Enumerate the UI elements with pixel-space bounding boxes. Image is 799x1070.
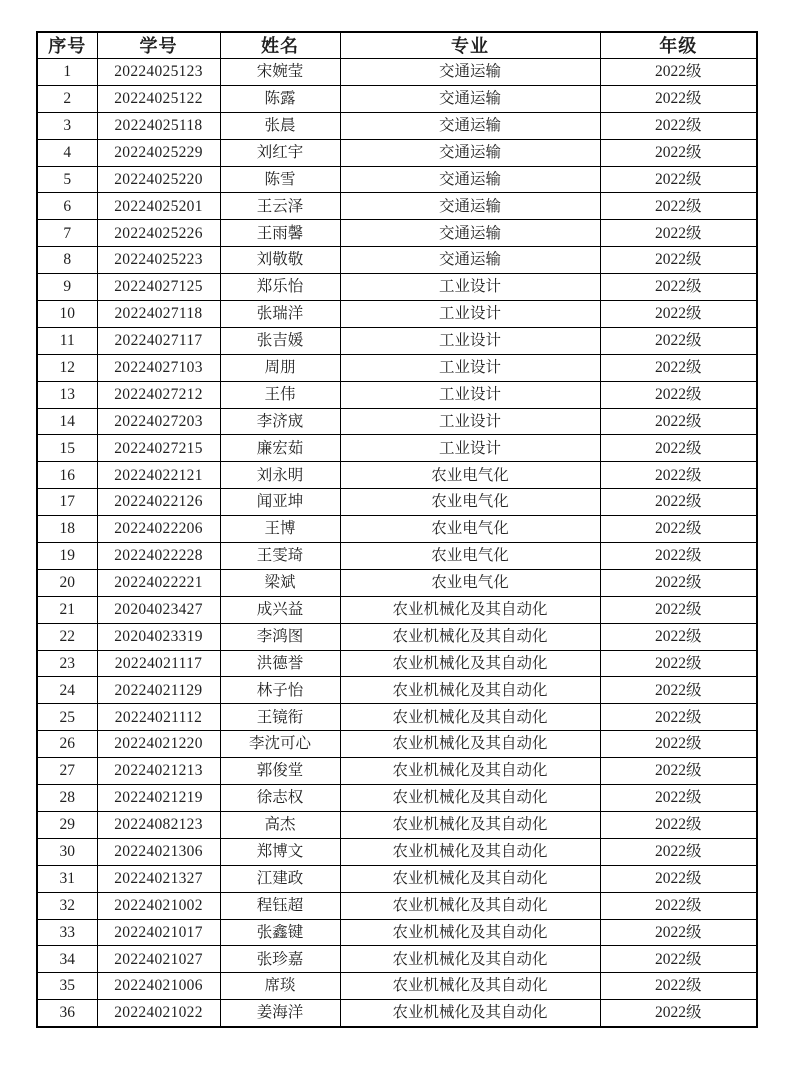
cell-student-id: 20224025226 [97,220,220,247]
cell-grade: 2022级 [600,946,757,973]
cell-grade: 2022级 [600,758,757,785]
cell-grade: 2022级 [600,516,757,543]
table-row [37,1000,757,1027]
table-row [37,354,757,381]
cell-grade: 2022级 [600,435,757,462]
cell-name: 王云泽 [220,193,340,220]
cell-major: 农业电气化 [340,516,600,543]
table-row [37,489,757,516]
cell-student-id: 20224025118 [97,112,220,139]
cell-student-id: 20224021213 [97,758,220,785]
cell-index: 33 [37,919,97,946]
table-row [37,139,757,166]
cell-major: 工业设计 [340,274,600,301]
cell-name: 席琰 [220,973,340,1000]
cell-grade: 2022级 [600,785,757,812]
cell-index: 6 [37,193,97,220]
cell-student-id: 20224027125 [97,274,220,301]
cell-student-id: 20224025220 [97,166,220,193]
cell-name: 王伟 [220,381,340,408]
cell-student-id: 20224022121 [97,462,220,489]
cell-grade: 2022级 [600,220,757,247]
cell-name: 陈雪 [220,166,340,193]
cell-major: 农业机械化及其自动化 [340,892,600,919]
cell-index: 5 [37,166,97,193]
cell-index: 23 [37,650,97,677]
table-row [37,166,757,193]
cell-major: 农业机械化及其自动化 [340,838,600,865]
cell-name: 张瑞洋 [220,301,340,328]
table-row [37,220,757,247]
cell-student-id: 20224021002 [97,892,220,919]
cell-student-id: 20224025123 [97,59,220,86]
cell-name: 张吉媛 [220,327,340,354]
cell-index: 22 [37,623,97,650]
cell-grade: 2022级 [600,623,757,650]
cell-student-id: 20224021117 [97,650,220,677]
cell-name: 王博 [220,516,340,543]
cell-student-id: 20224027215 [97,435,220,462]
table-row [37,758,757,785]
cell-grade: 2022级 [600,301,757,328]
cell-grade: 2022级 [600,596,757,623]
cell-grade: 2022级 [600,811,757,838]
table-row [37,650,757,677]
cell-name: 刘永明 [220,462,340,489]
cell-major: 农业机械化及其自动化 [340,1000,600,1027]
cell-major: 工业设计 [340,435,600,462]
cell-major: 工业设计 [340,354,600,381]
cell-name: 郑博文 [220,838,340,865]
table-row [37,247,757,274]
table-row [37,193,757,220]
cell-student-id: 20224021027 [97,946,220,973]
cell-index: 16 [37,462,97,489]
cell-name: 郑乐怡 [220,274,340,301]
cell-index: 30 [37,838,97,865]
cell-grade: 2022级 [600,381,757,408]
cell-major: 农业机械化及其自动化 [340,919,600,946]
cell-major: 农业电气化 [340,543,600,570]
table-row [37,85,757,112]
table-body [37,59,757,1028]
table-row [37,623,757,650]
cell-student-id: 20224022126 [97,489,220,516]
column-header-student-id: 学号 [97,32,220,59]
table-row [37,946,757,973]
table-row [37,112,757,139]
student-roster-table [36,31,758,1028]
cell-index: 9 [37,274,97,301]
table-row [37,327,757,354]
cell-index: 35 [37,973,97,1000]
cell-major: 农业机械化及其自动化 [340,811,600,838]
table-row [37,569,757,596]
cell-index: 3 [37,112,97,139]
cell-grade: 2022级 [600,731,757,758]
cell-major: 农业电气化 [340,569,600,596]
cell-name: 梁斌 [220,569,340,596]
cell-index: 10 [37,301,97,328]
cell-index: 2 [37,85,97,112]
cell-student-id: 20224027203 [97,408,220,435]
cell-student-id: 20224021022 [97,1000,220,1027]
cell-name: 刘红宇 [220,139,340,166]
cell-grade: 2022级 [600,462,757,489]
cell-student-id: 20204023427 [97,596,220,623]
cell-grade: 2022级 [600,139,757,166]
cell-index: 11 [37,327,97,354]
column-header-major: 专业 [340,32,600,59]
cell-grade: 2022级 [600,489,757,516]
cell-index: 12 [37,354,97,381]
header-row [37,32,757,59]
cell-student-id: 20224025122 [97,85,220,112]
table-row [37,892,757,919]
cell-grade: 2022级 [600,193,757,220]
cell-student-id: 20224025223 [97,247,220,274]
cell-student-id: 20204023319 [97,623,220,650]
cell-index: 18 [37,516,97,543]
cell-name: 刘敬敬 [220,247,340,274]
table-row [37,408,757,435]
cell-major: 交通运输 [340,220,600,247]
cell-grade: 2022级 [600,838,757,865]
cell-name: 郭俊堂 [220,758,340,785]
cell-major: 农业机械化及其自动化 [340,785,600,812]
cell-major: 农业机械化及其自动化 [340,731,600,758]
cell-student-id: 20224025229 [97,139,220,166]
cell-index: 14 [37,408,97,435]
table-row [37,543,757,570]
table-header [37,32,757,59]
cell-student-id: 20224027118 [97,301,220,328]
cell-index: 21 [37,596,97,623]
cell-major: 交通运输 [340,166,600,193]
table-row [37,59,757,86]
cell-major: 农业电气化 [340,489,600,516]
cell-student-id: 20224021006 [97,973,220,1000]
cell-grade: 2022级 [600,408,757,435]
table-row [37,704,757,731]
cell-grade: 2022级 [600,112,757,139]
cell-grade: 2022级 [600,704,757,731]
cell-major: 农业机械化及其自动化 [340,650,600,677]
cell-major: 工业设计 [340,327,600,354]
column-header-index: 序号 [37,32,97,59]
cell-grade: 2022级 [600,1000,757,1027]
cell-name: 陈露 [220,85,340,112]
cell-major: 工业设计 [340,381,600,408]
cell-grade: 2022级 [600,354,757,381]
table-row [37,865,757,892]
cell-name: 周朋 [220,354,340,381]
cell-student-id: 20224022221 [97,569,220,596]
cell-name: 高杰 [220,811,340,838]
cell-index: 24 [37,677,97,704]
cell-major: 农业电气化 [340,462,600,489]
table-row [37,596,757,623]
table-row [37,381,757,408]
table-row [37,731,757,758]
cell-index: 8 [37,247,97,274]
cell-name: 洪德誉 [220,650,340,677]
cell-student-id: 20224027117 [97,327,220,354]
cell-grade: 2022级 [600,274,757,301]
column-header-grade: 年级 [600,32,757,59]
cell-student-id: 20224021017 [97,919,220,946]
cell-major: 工业设计 [340,301,600,328]
cell-student-id: 20224082123 [97,811,220,838]
cell-major: 交通运输 [340,139,600,166]
cell-index: 26 [37,731,97,758]
table-row [37,677,757,704]
cell-grade: 2022级 [600,85,757,112]
cell-student-id: 20224021112 [97,704,220,731]
cell-name: 程钰超 [220,892,340,919]
cell-student-id: 20224021306 [97,838,220,865]
cell-student-id: 20224021219 [97,785,220,812]
cell-index: 31 [37,865,97,892]
table-row [37,973,757,1000]
cell-name: 廉宏茹 [220,435,340,462]
cell-index: 29 [37,811,97,838]
cell-name: 张珍嘉 [220,946,340,973]
cell-grade: 2022级 [600,327,757,354]
cell-grade: 2022级 [600,892,757,919]
cell-name: 闻亚坤 [220,489,340,516]
cell-index: 27 [37,758,97,785]
cell-index: 34 [37,946,97,973]
cell-grade: 2022级 [600,59,757,86]
cell-name: 王雯琦 [220,543,340,570]
cell-major: 交通运输 [340,85,600,112]
table-row [37,811,757,838]
cell-major: 交通运输 [340,193,600,220]
cell-major: 农业机械化及其自动化 [340,596,600,623]
cell-index: 13 [37,381,97,408]
cell-major: 交通运输 [340,112,600,139]
cell-major: 交通运输 [340,59,600,86]
column-header-name: 姓名 [220,32,340,59]
table-row [37,274,757,301]
cell-major: 农业机械化及其自动化 [340,865,600,892]
cell-index: 15 [37,435,97,462]
cell-student-id: 20224027103 [97,354,220,381]
cell-index: 7 [37,220,97,247]
cell-student-id: 20224021220 [97,731,220,758]
cell-index: 25 [37,704,97,731]
cell-index: 28 [37,785,97,812]
cell-student-id: 20224021129 [97,677,220,704]
cell-student-id: 20224027212 [97,381,220,408]
cell-major: 农业机械化及其自动化 [340,623,600,650]
cell-index: 20 [37,569,97,596]
cell-grade: 2022级 [600,677,757,704]
cell-grade: 2022级 [600,919,757,946]
cell-major: 农业机械化及其自动化 [340,704,600,731]
cell-student-id: 20224022206 [97,516,220,543]
cell-grade: 2022级 [600,865,757,892]
cell-name: 张鑫键 [220,919,340,946]
cell-name: 江建政 [220,865,340,892]
cell-grade: 2022级 [600,166,757,193]
cell-index: 19 [37,543,97,570]
cell-name: 李鸿图 [220,623,340,650]
cell-name: 张晨 [220,112,340,139]
cell-name: 李济宬 [220,408,340,435]
table-row [37,462,757,489]
cell-grade: 2022级 [600,543,757,570]
cell-index: 1 [37,59,97,86]
cell-name: 姜海洋 [220,1000,340,1027]
cell-index: 32 [37,892,97,919]
cell-name: 李沈可心 [220,731,340,758]
cell-grade: 2022级 [600,973,757,1000]
cell-major: 农业机械化及其自动化 [340,973,600,1000]
cell-student-id: 20224022228 [97,543,220,570]
cell-name: 成兴益 [220,596,340,623]
cell-major: 农业机械化及其自动化 [340,758,600,785]
cell-index: 4 [37,139,97,166]
cell-index: 36 [37,1000,97,1027]
cell-grade: 2022级 [600,247,757,274]
cell-name: 王镜衔 [220,704,340,731]
cell-name: 王雨馨 [220,220,340,247]
cell-name: 宋婉莹 [220,59,340,86]
cell-major: 工业设计 [340,408,600,435]
cell-student-id: 20224021327 [97,865,220,892]
table-row [37,838,757,865]
cell-grade: 2022级 [600,569,757,596]
table-row [37,435,757,462]
cell-student-id: 20224025201 [97,193,220,220]
table-row [37,785,757,812]
table-row [37,516,757,543]
cell-major: 交通运输 [340,247,600,274]
table-row [37,301,757,328]
cell-major: 农业机械化及其自动化 [340,946,600,973]
cell-major: 农业机械化及其自动化 [340,677,600,704]
cell-index: 17 [37,489,97,516]
cell-name: 林子怡 [220,677,340,704]
cell-name: 徐志权 [220,785,340,812]
cell-grade: 2022级 [600,650,757,677]
table-row [37,919,757,946]
